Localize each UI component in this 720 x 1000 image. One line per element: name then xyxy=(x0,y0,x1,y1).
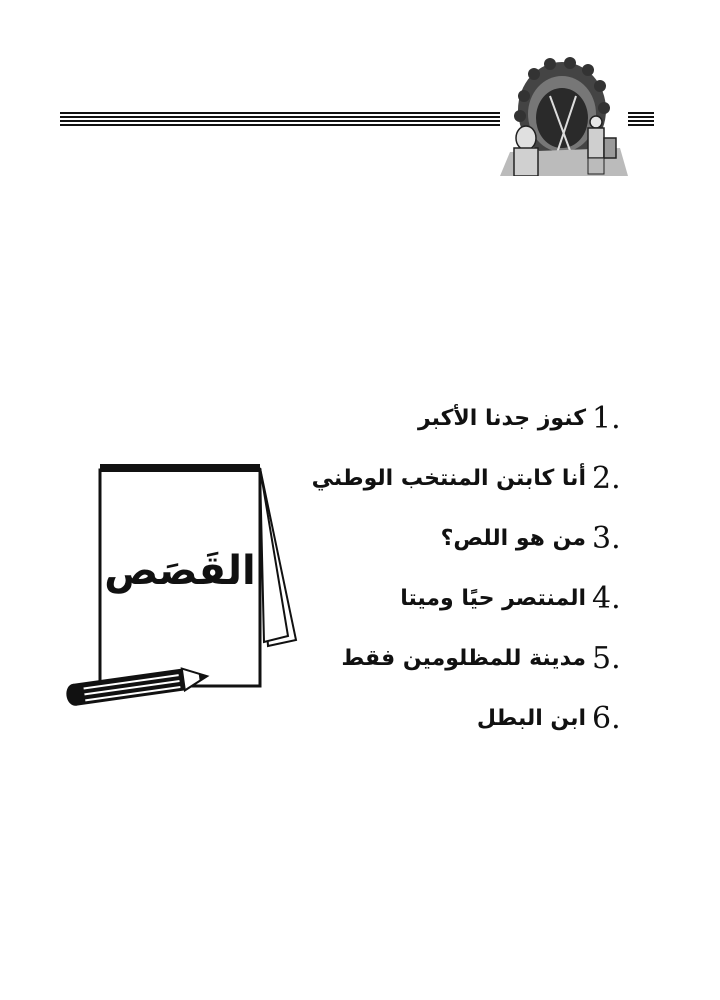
item-number: 5. xyxy=(592,640,621,676)
item-title: المنتصر حيًا وميتا xyxy=(400,585,586,611)
item-title: أنا كابتن المنتخب الوطني xyxy=(311,465,586,491)
item-number: 6. xyxy=(592,700,621,736)
list-item xyxy=(228,388,648,448)
item-number: 4. xyxy=(592,580,621,616)
item-title: مدينة للمظلومين فقط xyxy=(341,645,586,671)
header-rule-left xyxy=(60,112,508,126)
header-rule-right xyxy=(628,112,654,126)
item-number: 2. xyxy=(592,460,621,496)
item-title: ابن البطل xyxy=(476,705,586,731)
gate-scene-icon xyxy=(500,56,628,176)
item-number: 3. xyxy=(592,520,621,556)
item-title: كنوز جدنا الأكبر xyxy=(417,405,586,431)
item-title: من هو اللص؟ xyxy=(440,525,586,551)
item-number: 1. xyxy=(592,400,621,436)
notepad-title: القَصَص xyxy=(104,548,256,594)
